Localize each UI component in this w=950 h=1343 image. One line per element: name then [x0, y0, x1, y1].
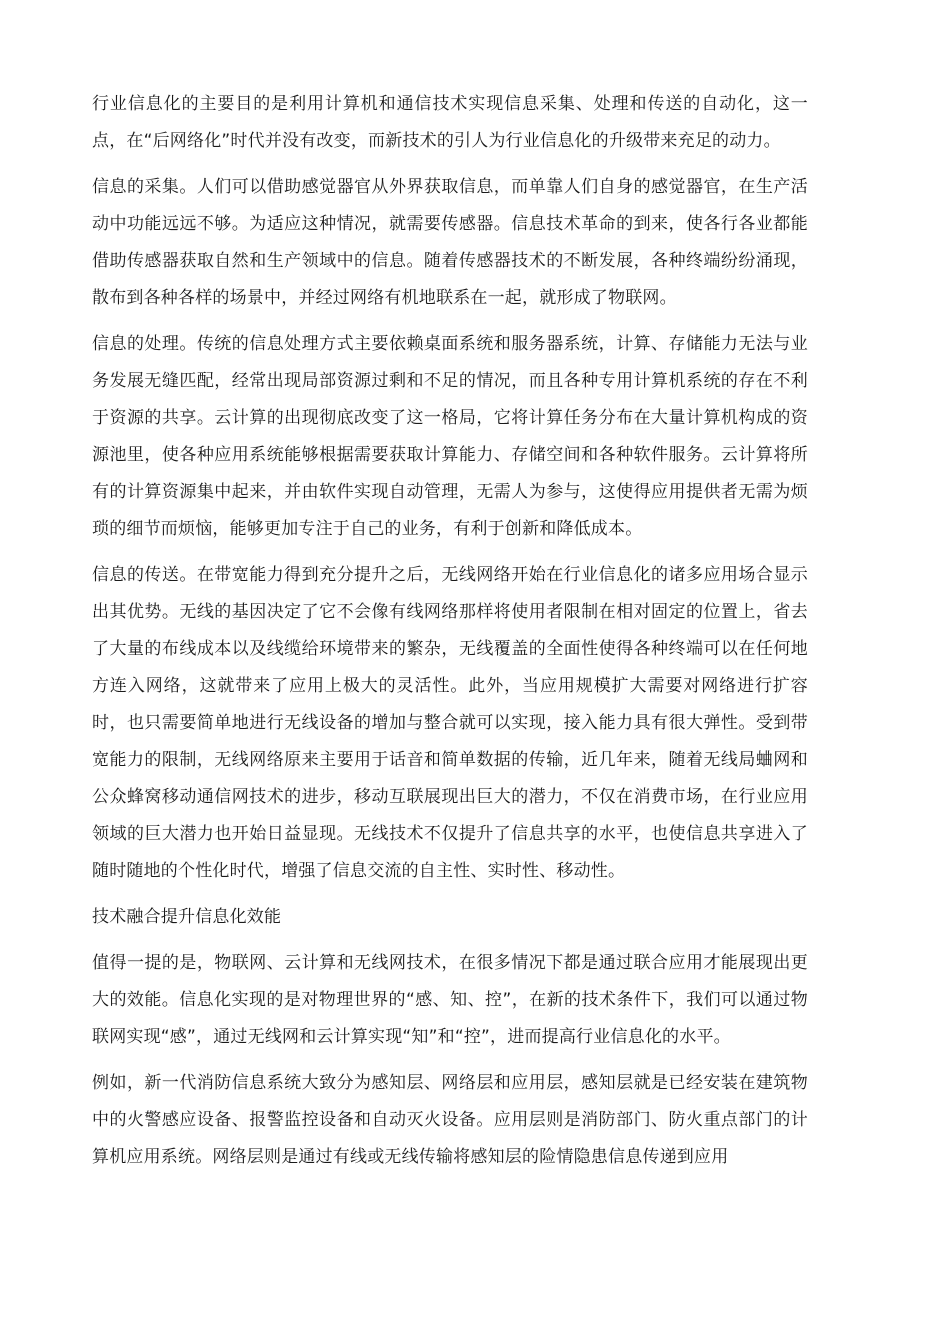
document-body — [92, 86, 808, 1185]
paragraph-example: 例如，新一代消防信息系统大致分为感知层、网络层和应用层，感知层就是已经安装在建筑物中的火警感应设备、报警监控设备和自动灭火设备。应用层则是消防部门、防火重点部门的计算机应用系统。网络层则是通过有线或无线传输将感知层的险情隐患信息传递到应用 — [92, 1073, 808, 1167]
paragraph-fusion: 值得一提的是，物联网、云计算和无线网技术，在很多情况下都是通过联合应用才能展现出更大的效能。信息化实现的是对物理世界的“感、知、控”，在新的技术条件下，我们可以通过物联网实现“感”，通过无线网和云计算实现“知”和“控”，进而提高行业信息化的水平。 — [92, 953, 808, 1047]
section-heading: 技术融合提升信息化效能 — [92, 907, 282, 927]
paragraph-intro: 行业信息化的主要目的是利用计算机和通信技术实现信息采集、处理和传送的自动化，这一点，在“后网络化”时代并没有改变，而新技术的引人为行业信息化的升级带来充足的动力。 — [92, 94, 808, 151]
paragraph-transmission: 信息的传送。在带宽能力得到充分提升之后，无线网络开始在行业信息化的诸多应用场合显示出其优势。无线的基因决定了它不会像有线网络那样将使用者限制在相对固定的位置上，省去了大量的布线成本以及线缆给环境带来的繁杂，无线覆盖的全面性使得各种终端可以在任何地方连入网络，这就带来了应用上极大的灵活性。此外，当应用规模扩大需要对网络进行扩容时，也只需要简单地进行无线设备的增加与整合就可以实现，接入能力具有很大弹性。受到带宽能力的限制，无线网络原来主要用于话音和简单数据的传输，近几年来，随着无线局蛐网和公众蜂窝移动通信网技术的进步，移动互联展现出巨大的潜力，不仅在消费市场，在行业应用领域的巨大潜力也开始日益显现。无线技术不仅提升了信息共享的水平，也使信息共享进入了随时随地的个性化时代，增强了信息交流的自主性、实时性、移动性。 — [92, 565, 808, 881]
paragraph-collection: 信息的采集。人们可以借助感觉器官从外界获取信息，而单靠人们自身的感觉器官，在生产活动中功能远远不够。为适应这种情况，就需要传感器。信息技术革命的到来，使各行各业都能借助传感器获取自然和生产领域中的信息。随着传感器技术的不断发展，各种终端纷纷涌现，散布到各种各样的场景中，并经过网络有机地联系在一起，就形成了物联网。 — [92, 177, 808, 308]
paragraph-processing: 信息的处理。传统的信息处理方式主要依赖桌面系统和服务器系统，计算、存储能力无法与业务发展无缝匹配，经常出现局部资源过剩和不足的情况，而且各种专用计算机系统的存在不利于资源的共享。云计算的出现彻底改变了这一格局，它将计算任务分布在大量计算机构成的资源池里，使各种应用系统能够根据需要获取计算能力、存储空间和各种软件服务。云计算将所有的计算资源集中起来，并由软件实现自动管理，无需人为参与，这使得应用提供者无需为烦琐的细节而烦恼，能够更加专注于自己的业务，有利于创新和降低成本。 — [92, 334, 808, 539]
